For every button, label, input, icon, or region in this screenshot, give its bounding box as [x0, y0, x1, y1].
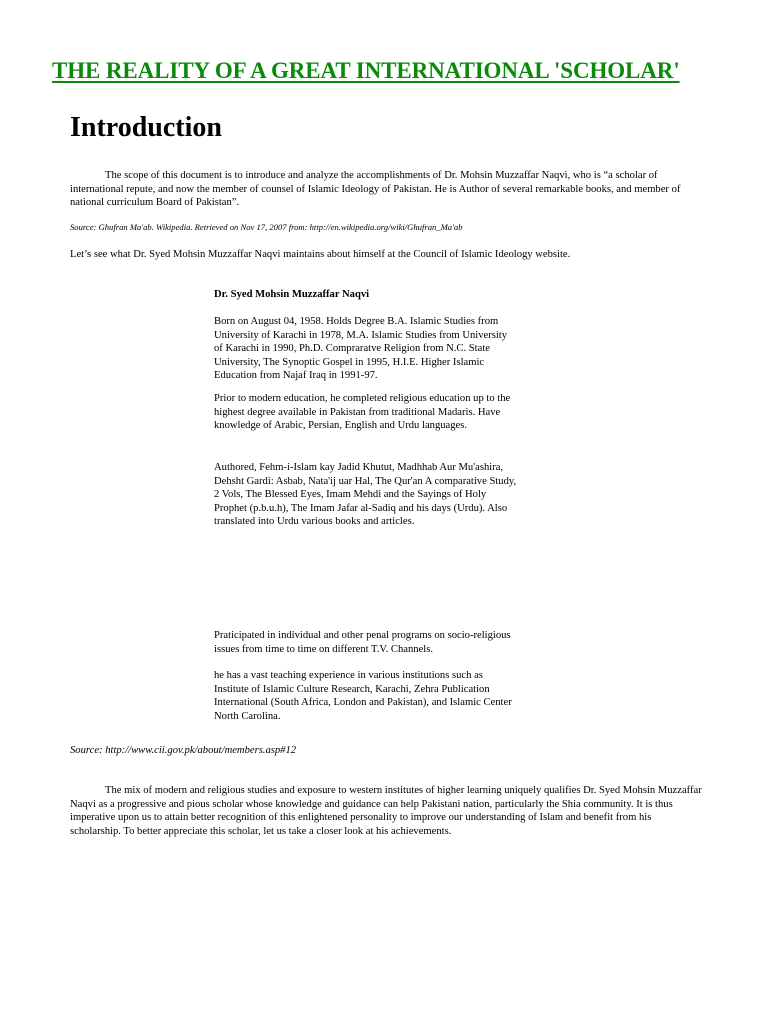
- mix-paragraph: The mix of modern and religious studies and exposure to western institutes of higher learning uniquely qualifies Dr. Syed Mohsin Muzzaffar Naqvi as a progressive and pious scholar whose knowledge and guidance can help Pakistani nation, particularly the Shia community. It is thus imperative upon us to attain better recognition of this enlightened personality to improve our understanding of Islam and benefit from his scholarship. To better appreciate this scholar, let us take a closer look at his achievements.: [70, 785, 702, 837]
- profile-prior-education: Prior to modern education, he completed religious education up to the highest degree available in Pakistan from traditional Madaris. Have knowledge of Arabic, Persian, English and Urdu languages.: [214, 393, 511, 431]
- section-heading: Introduction: [70, 112, 222, 143]
- profile-name-block: [214, 288, 518, 302]
- profile-authored-block: [214, 461, 518, 529]
- document-title: THE REALITY OF A GREAT INTERNATIONAL 'SCHOLAR': [52, 58, 680, 83]
- profile-teaching-block: [214, 669, 518, 723]
- lets-see-paragraph: Let’s see what Dr. Syed Mohsin Muzzaffar Naqvi maintains about himself at the Council of Islamic Ideology website.: [70, 249, 571, 260]
- profile-prior-block: [214, 392, 518, 433]
- profile-born: Born on August 04, 1958. Holds Degree B.A. Islamic Studies from University of Karachi in 1978, M.A. Islamic Studies from University of Karachi in 1990, Ph.D. Compraratve Religion from N.C. State University, The Synoptic Gospel in 1995, H.I.E. Higher Islamic Education from Najaf Iraq in 1991-97.: [214, 316, 508, 381]
- profile-born-block: [214, 315, 518, 383]
- source-citation-1: Source: Ghufran Ma'ab. Wikipedia. Retrieved on Nov 17, 2007 from: http://en.wikipedia.org/wiki/Ghufran_Ma'ab: [70, 222, 463, 232]
- profile-participated: Praticipated in individual and other penal programs on socio-religious issues from time to time on different T.V. Channels.: [214, 630, 511, 655]
- source-citation-2: Source: http://www.cii.gov.pk/about/members.asp#12: [70, 745, 297, 756]
- profile-authored: Authored, Fehm-i-Islam kay Jadid Khutut, Madhhab Aur Mu'ashira, Dehsht Gardi: Asbab, Nata'ij uar Hal, The Qur'an A comparative Study, 2 Vols, The Blessed Eyes, Imam Mehdi and the Sayings of Holy Prophet (p.b.u.h), The Imam Jafar al-Sadiq and his days (Urdu). Also translated into Urdu various books and articles.: [214, 462, 517, 527]
- intro-paragraph: The scope of this document is to introduce and analyze the accomplishments of Dr. Mohsin Muzzaffar Naqvi, who is “a scholar of international repute, and now the member of counsel of Islamic Ideology of Pakistan. He is Author of several remarkable books, and member of national curriculum Board of Pakistan”.: [70, 170, 681, 208]
- profile-teaching: he has a vast teaching experience in various institutions such as Institute of Islamic Culture Research, Karachi, Zehra Publication International (South Africa, London and Pakistan), and Islamic Center North Carolina.: [214, 670, 512, 722]
- profile-name: Dr. Syed Mohsin Muzzaffar Naqvi: [214, 289, 370, 300]
- profile-participated-block: [214, 629, 518, 656]
